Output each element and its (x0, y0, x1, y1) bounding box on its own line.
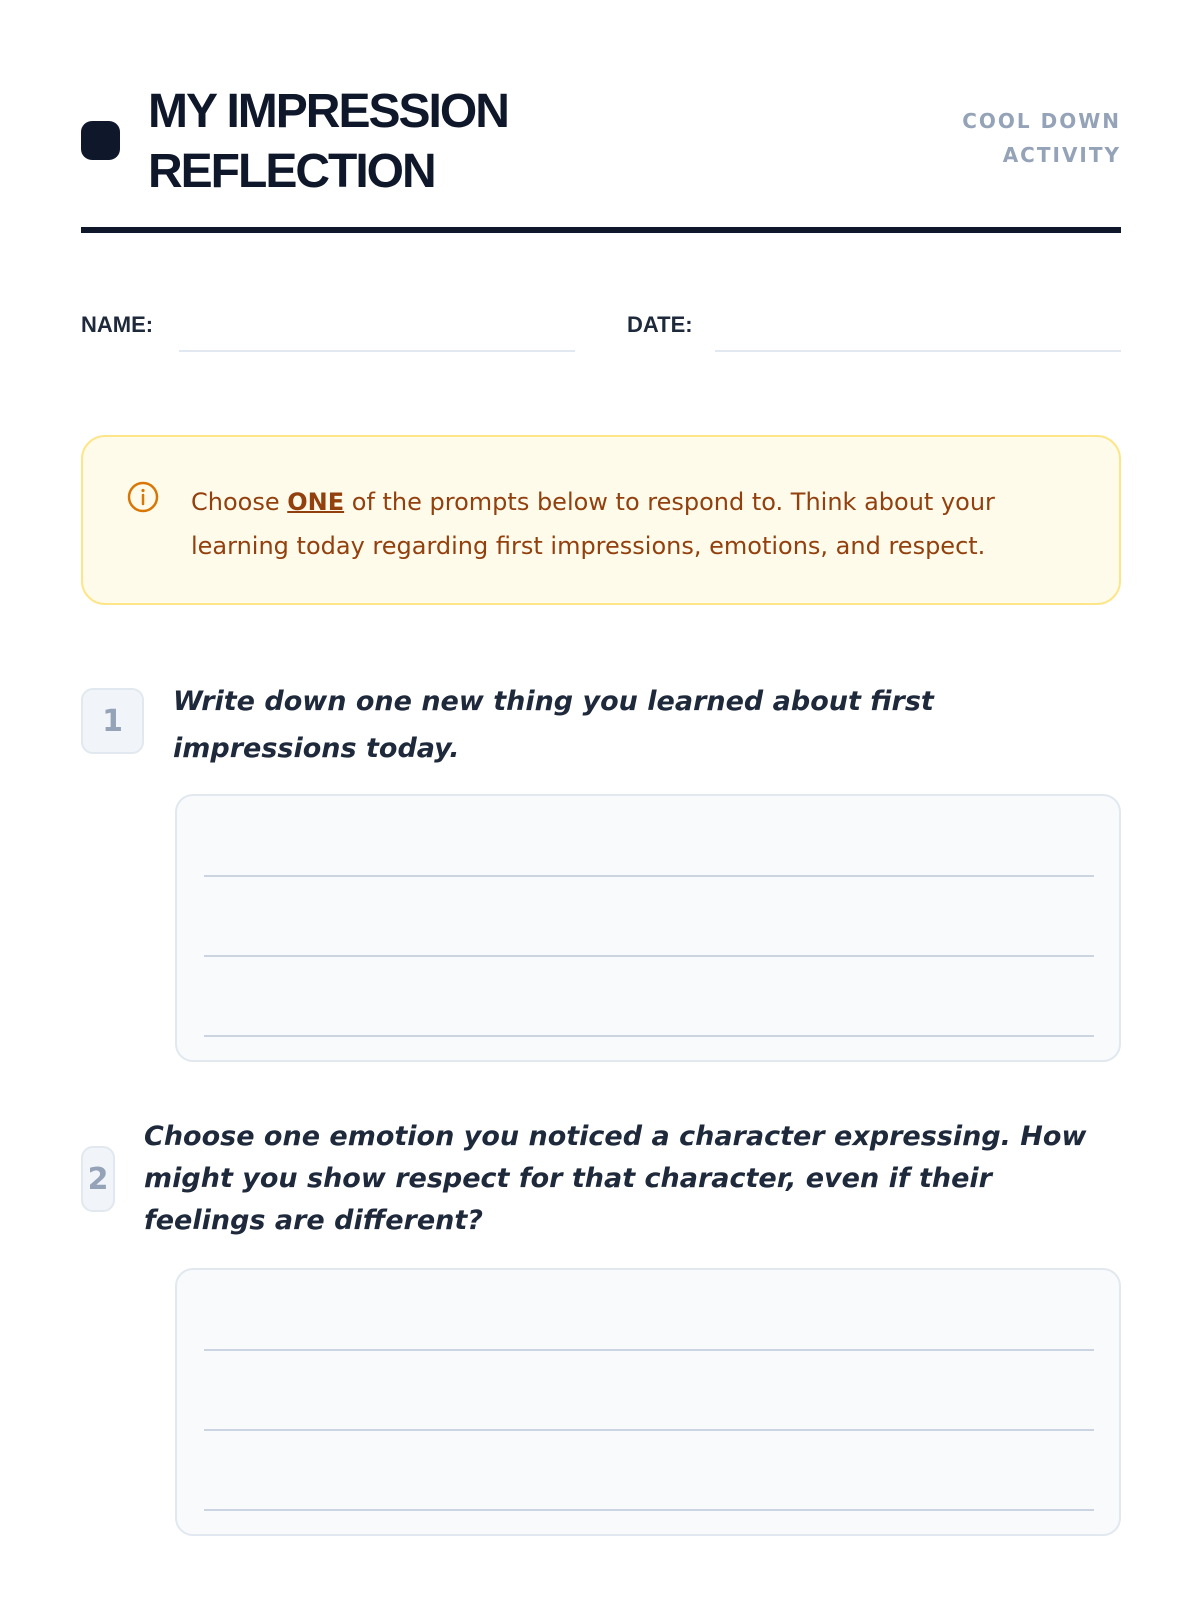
instructions-emphasis: ONE (287, 488, 345, 516)
answer-line (204, 1035, 1094, 1037)
prompt-text: Write down one new thing you learned about first impressions today. (173, 686, 934, 764)
title-bullet-icon (81, 121, 120, 160)
name-label: NAME: (81, 312, 154, 337)
info-circle-icon (127, 481, 159, 513)
instructions-text: Choose ONE of the prompts below to respond to. Think about your learning today regarding first impressions, emotions, and respect. (191, 488, 995, 560)
prompt-text: Choose one emotion you noticed a character expressing. How might you show respect for that character, even if their feelings are different? (144, 1121, 1087, 1236)
date-label: DATE: (627, 312, 693, 337)
answer-line (204, 875, 1094, 877)
page-title: MY IMPRESSION REFLECTION (148, 85, 508, 198)
answer-box-1[interactable] (175, 794, 1121, 1062)
worksheet-header (81, 80, 1121, 232)
answer-line (204, 1429, 1094, 1431)
header-divider (81, 227, 1121, 233)
answer-line (204, 1349, 1094, 1351)
date-field[interactable] (715, 350, 1121, 352)
answer-line (204, 955, 1094, 957)
instructions-callout (81, 435, 1121, 605)
answer-box-2[interactable] (175, 1268, 1121, 1536)
name-field[interactable] (179, 350, 575, 352)
activity-type-label: COOL DOWN ACTIVITY (962, 109, 1121, 167)
answer-line (204, 1509, 1094, 1511)
prompt-number-badge: 2 (81, 1146, 115, 1212)
prompt-number-badge: 1 (81, 688, 144, 754)
